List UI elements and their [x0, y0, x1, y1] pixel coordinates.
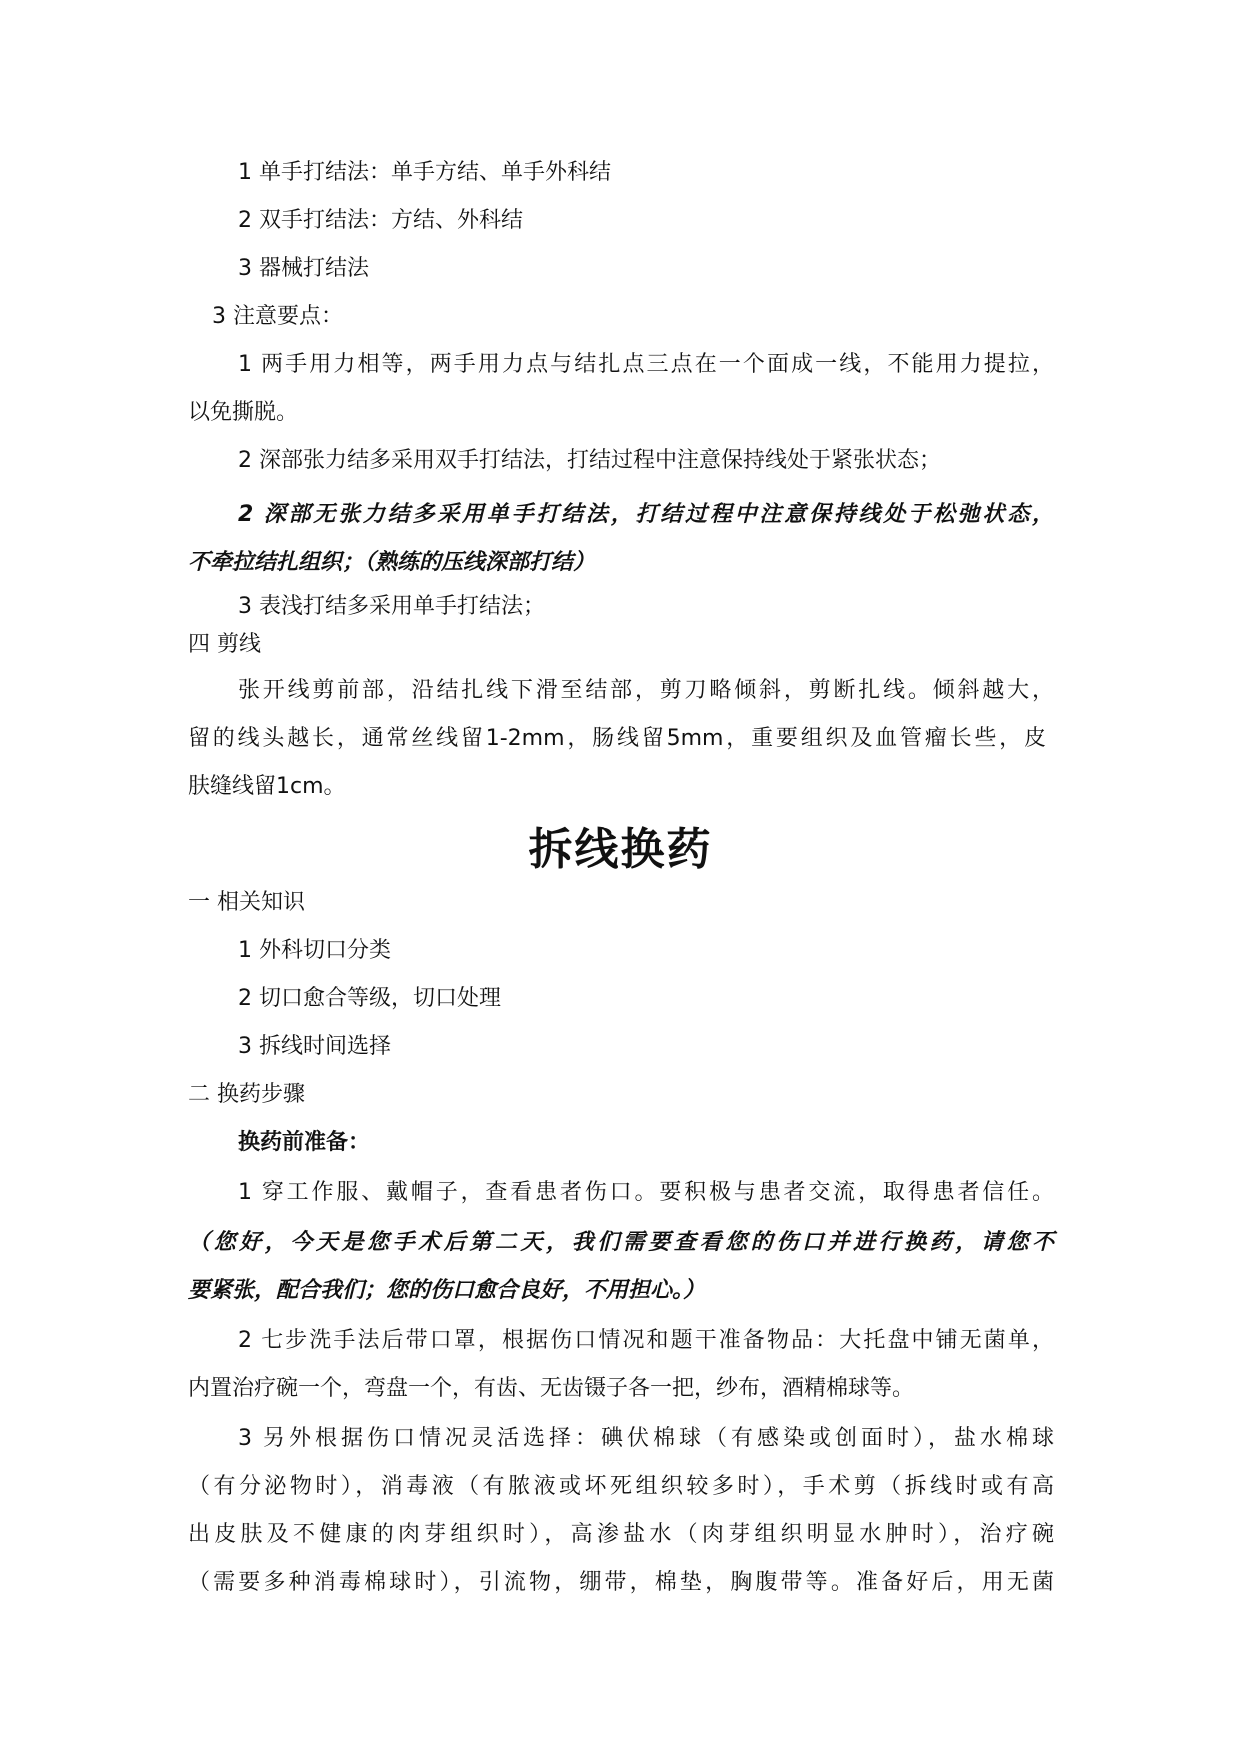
notes-heading: 3 注意要点： — [212, 304, 343, 329]
knot-method-double-hand: 2 双手打结法：方结、外科结 — [238, 208, 523, 233]
step-3-line-1: 3 另外根据伤口情况灵活选择：碘伏棉球（有感染或创面时），盐水棉球 — [238, 1426, 1054, 1451]
cut-thread-line-3: 肤缝线留1cm。 — [188, 774, 346, 799]
note-1-line-1: 1 两手用力相等，两手用力点与结扎点三点在一个面成一线，不能用力提拉， — [238, 352, 1054, 377]
knowledge-item-1: 1 外科切口分类 — [238, 938, 391, 963]
note-1-line-2: 以免撕脱。 — [188, 400, 299, 425]
cut-thread-heading: 四 剪线 — [188, 632, 261, 657]
cut-thread-line-1: 张开线剪前部，沿结扎线下滑至结部，剪刀略倾斜，剪断扎线。倾斜越大， — [238, 678, 1054, 703]
dressing-steps-heading: 二 换药步骤 — [188, 1082, 305, 1107]
step-1-line-2: （您好，今天是您手术后第二天，我们需要查看您的伤口并进行换药，请您不 — [188, 1230, 1054, 1255]
preparation-heading: 换药前准备： — [238, 1130, 371, 1155]
note-2b-line-2: 不牵拉结扎组织；（熟练的压线深部打结） — [188, 550, 596, 575]
knot-method-single-hand: 1 单手打结法：单手方结、单手外科结 — [238, 160, 611, 185]
knowledge-item-3: 3 拆线时间选择 — [238, 1034, 391, 1059]
step-2-line-1: 2 七步洗手法后带口罩，根据伤口情况和题干准备物品：大托盘中铺无菌单， — [238, 1328, 1054, 1353]
note-3: 3 表浅打结多采用单手打结法； — [238, 594, 545, 619]
cut-thread-line-2: 留的线头越长，通常丝线留1-2mm，肠线留5mm，重要组织及血管瘤长些，皮 — [188, 726, 1046, 751]
knowledge-item-2: 2 切口愈合等级，切口处理 — [238, 986, 501, 1011]
note-2b-line-1: 2 深部无张力结多采用单手打结法，打结过程中注意保持线处于松弛状态， — [238, 502, 1054, 527]
knowledge-heading: 一 相关知识 — [188, 890, 305, 915]
step-1-line-3: 要紧张，配合我们；您的伤口愈合良好，不用担心。） — [188, 1278, 706, 1303]
section-title: 拆线换药 — [528, 824, 713, 875]
step-3-line-2: （有分泌物时），消毒液（有脓液或坏死组织较多时），手术剪（拆线时或有高 — [188, 1474, 1054, 1499]
step-3-line-3: 出皮肤及不健康的肉芽组织时），高渗盐水（肉芽组织明显水肿时），治疗碗 — [188, 1522, 1054, 1547]
step-2-line-2: 内置治疗碗一个，弯盘一个，有齿、无齿镊子各一把，纱布，酒精棉球等。 — [188, 1376, 915, 1401]
note-2: 2 深部张力结多采用双手打结法，打结过程中注意保持线处于紧张状态； — [238, 448, 941, 473]
step-3-line-4: （需要多种消毒棉球时），引流物，绷带，棉垫，胸腹带等。准备好后，用无菌 — [188, 1570, 1054, 1595]
step-1-line-1: 1 穿工作服、戴帽子，查看患者伤口。要积极与患者交流，取得患者信任。 — [238, 1180, 1054, 1205]
knot-method-instrument: 3 器械打结法 — [238, 256, 369, 281]
